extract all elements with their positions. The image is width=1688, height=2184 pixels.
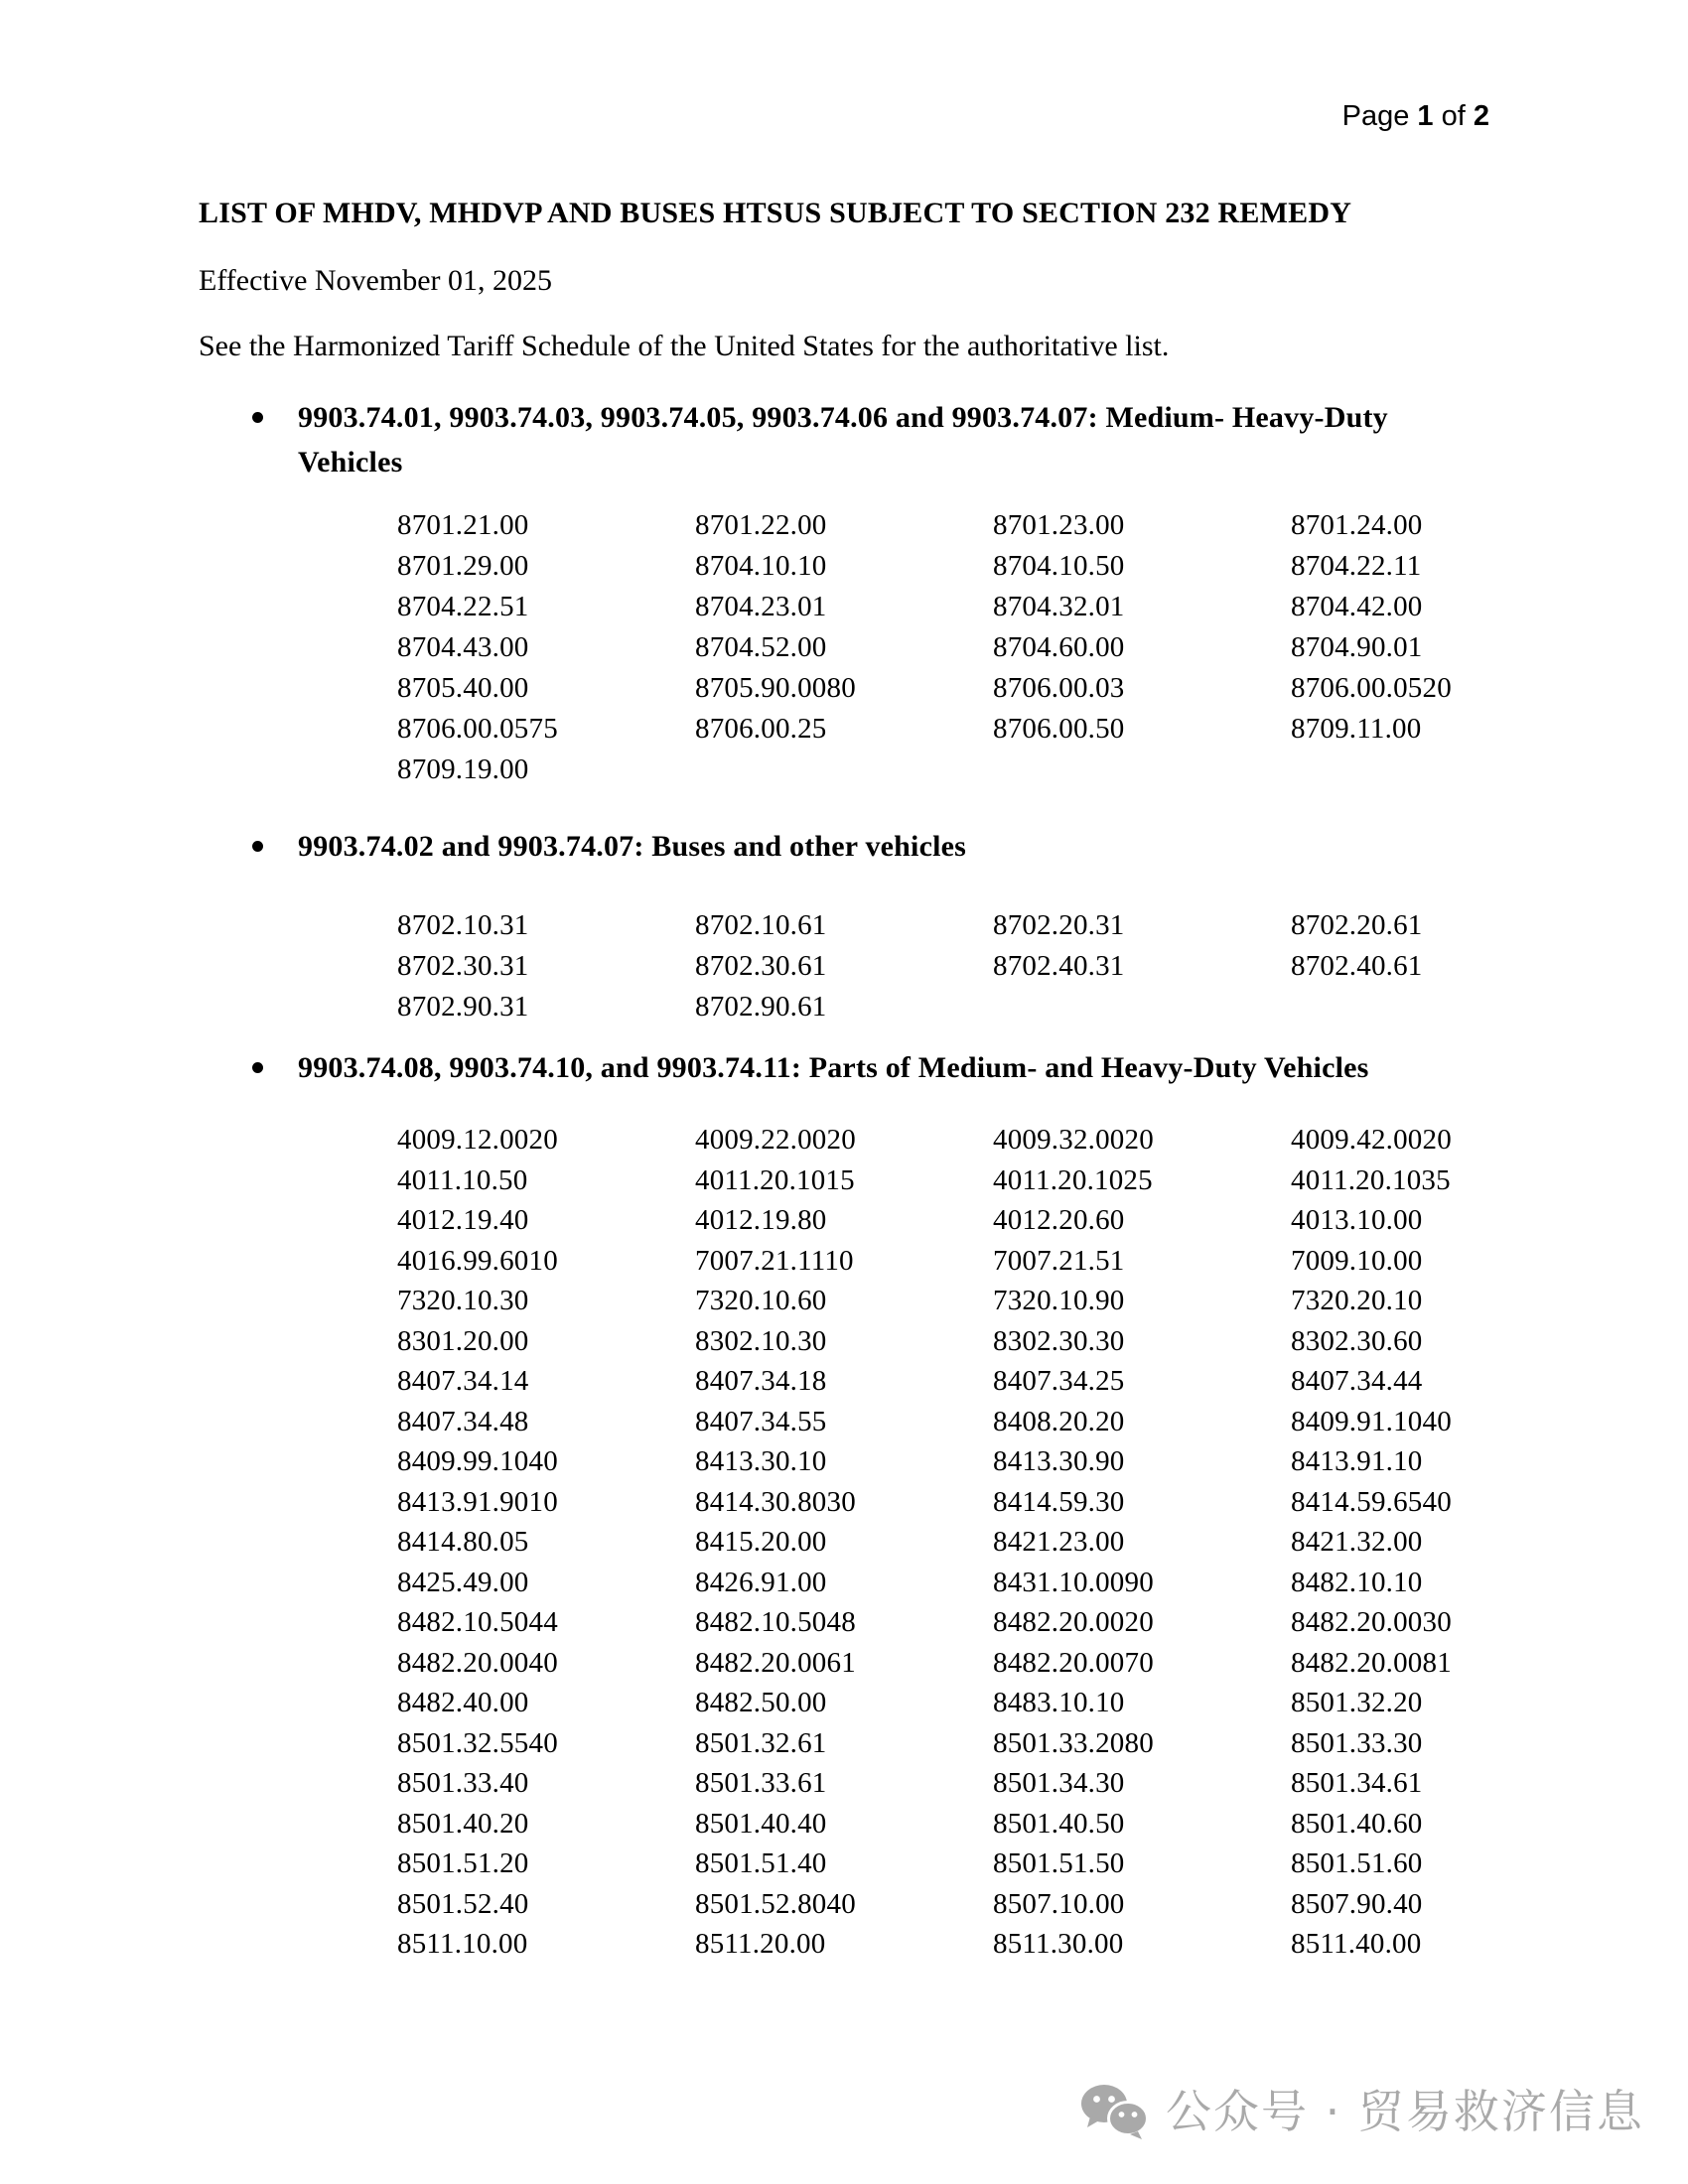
- htsus-code: 4013.10.00: [1291, 1204, 1423, 1236]
- htsus-code: 7320.10.90: [993, 1285, 1125, 1316]
- htsus-code: 8704.42.00: [1291, 591, 1423, 622]
- htsus-code: 8704.52.00: [695, 631, 827, 663]
- htsus-code: 8701.22.00: [695, 509, 827, 541]
- htsus-code: 8702.20.61: [1291, 909, 1423, 941]
- htsus-code: 8483.10.10: [993, 1687, 1125, 1718]
- htsus-code: 4011.20.1025: [993, 1163, 1153, 1196]
- htsus-code: 8704.23.01: [695, 591, 827, 622]
- htsus-code: 8413.30.10: [695, 1445, 827, 1477]
- htsus-code: 8704.60.00: [993, 631, 1125, 663]
- htsus-code: 4009.42.0020: [1291, 1124, 1452, 1156]
- htsus-code: 8501.33.30: [1291, 1726, 1423, 1759]
- current-page-number: 1: [1417, 100, 1434, 132]
- htsus-code: 8431.10.0090: [993, 1566, 1154, 1598]
- watermark-text: 公众号 · 贸易救济信息: [1166, 2085, 1644, 2138]
- page-number-indicator: [1342, 99, 1489, 133]
- htsus-code: 8702.40.61: [1291, 950, 1423, 982]
- htsus-code: 8408.20.20: [993, 1405, 1125, 1437]
- htsus-code: 4012.20.60: [993, 1204, 1125, 1236]
- htsus-code: 8705.90.0080: [695, 672, 856, 704]
- htsus-code: 8704.22.11: [1291, 550, 1422, 582]
- htsus-code: 8501.52.8040: [695, 1887, 856, 1920]
- htsus-code: 8706.00.25: [695, 713, 827, 745]
- htsus-code: 8414.59.6540: [1291, 1485, 1452, 1518]
- htsus-code: 8706.00.0520: [1291, 672, 1452, 704]
- htsus-code: 8709.11.00: [1291, 713, 1422, 745]
- total-pages-number: 2: [1473, 100, 1489, 132]
- htsus-code: 8706.00.50: [993, 713, 1125, 745]
- htsus-code: 8482.20.0040: [397, 1646, 558, 1679]
- effective-date-line: Effective November 01, 2025: [199, 264, 553, 297]
- htsus-code: 8704.43.00: [397, 631, 529, 663]
- htsus-code: 8702.20.31: [993, 909, 1125, 941]
- htsus-code: 8425.49.00: [397, 1566, 529, 1598]
- htsus-code: 8501.51.40: [695, 1847, 827, 1879]
- htsus-code: 8407.34.14: [397, 1365, 529, 1397]
- htsus-code: 8426.91.00: [695, 1566, 827, 1598]
- htsus-code: 8407.34.48: [397, 1405, 529, 1437]
- htsus-code: 4009.12.0020: [397, 1124, 558, 1156]
- htsus-code: 8413.30.90: [993, 1445, 1125, 1477]
- htsus-code: 8501.51.60: [1291, 1847, 1423, 1879]
- htsus-code: 8704.22.51: [397, 591, 529, 622]
- htsus-code: 8501.40.60: [1291, 1807, 1423, 1840]
- htsus-code: 8704.32.01: [993, 591, 1125, 622]
- htsus-code: 7320.10.30: [397, 1285, 529, 1316]
- htsus-code: 8511.30.00: [993, 1928, 1124, 1960]
- htsus-code: 8701.24.00: [1291, 509, 1423, 541]
- htsus-code: 8302.30.30: [993, 1324, 1125, 1357]
- htsus-code: 8413.91.10: [1291, 1445, 1423, 1477]
- htsus-code: 4011.20.1035: [1291, 1163, 1451, 1196]
- htsus-code: 8421.32.00: [1291, 1526, 1423, 1558]
- htsus-code: 8482.50.00: [695, 1687, 827, 1718]
- htsus-code: 8482.10.5044: [397, 1606, 558, 1638]
- htsus-code: 7009.10.00: [1291, 1244, 1423, 1277]
- htsus-code: 8482.10.10: [1291, 1566, 1423, 1598]
- section-heading-parts: 9903.74.08, 9903.74.10, and 9903.74.11: Parts of Medium- and Heavy-Duty Vehicles: [199, 1045, 1569, 1090]
- code-grid-buses: [397, 905, 1589, 1027]
- htsus-code: 8501.32.5540: [397, 1726, 558, 1759]
- htsus-code: 8409.91.1040: [1291, 1405, 1452, 1437]
- htsus-code: 8302.10.30: [695, 1324, 827, 1357]
- htsus-code: 8704.10.10: [695, 550, 827, 582]
- htsus-code: 8507.10.00: [993, 1887, 1125, 1920]
- htsus-code: 8702.40.31: [993, 950, 1125, 982]
- htsus-code: 8706.00.03: [993, 672, 1125, 704]
- wechat-watermark: [1080, 2081, 1644, 2142]
- htsus-code: 8501.34.30: [993, 1767, 1125, 1799]
- htsus-code: 8415.20.00: [695, 1526, 827, 1558]
- of-word: of: [1441, 100, 1466, 132]
- htsus-code: 8511.40.00: [1291, 1928, 1422, 1960]
- htsus-code: 8511.10.00: [397, 1928, 528, 1960]
- htsus-code: 4011.10.50: [397, 1163, 528, 1196]
- htsus-code: 8501.34.61: [1291, 1767, 1423, 1799]
- htsus-code: 8706.00.0575: [397, 713, 558, 745]
- htsus-code: 4016.99.6010: [397, 1244, 558, 1277]
- htsus-code: 8507.90.40: [1291, 1887, 1423, 1920]
- page-word: Page: [1341, 100, 1410, 132]
- htsus-code: 8702.10.61: [695, 909, 827, 941]
- htsus-code: 8407.34.25: [993, 1365, 1125, 1397]
- htsus-code: 8702.90.31: [397, 991, 529, 1023]
- htsus-code: 8413.91.9010: [397, 1485, 558, 1518]
- htsus-code: 8501.51.50: [993, 1847, 1125, 1879]
- htsus-code: 7007.21.1110: [695, 1244, 854, 1277]
- section-heading-mhdv: 9903.74.01, 9903.74.03, 9903.74.05, 9903.74.06 and 9903.74.07: Medium- Heavy-Duty Vehicles: [199, 395, 1470, 484]
- htsus-code: 8702.90.61: [695, 991, 827, 1023]
- htsus-code: 8482.10.5048: [695, 1606, 856, 1638]
- code-grid-parts: [397, 1120, 1589, 1965]
- htsus-code: 8704.90.01: [1291, 631, 1423, 663]
- htsus-code: 8501.51.20: [397, 1847, 529, 1879]
- htsus-code: 8482.40.00: [397, 1687, 529, 1718]
- htsus-code: 8709.19.00: [397, 753, 529, 785]
- htsus-code: 8501.40.50: [993, 1807, 1125, 1840]
- htsus-code: 8482.20.0070: [993, 1646, 1154, 1679]
- htsus-code: 4011.20.1015: [695, 1163, 855, 1196]
- htsus-code: 8704.10.50: [993, 550, 1125, 582]
- htsus-code: 4012.19.40: [397, 1204, 529, 1236]
- htsus-code: 8501.40.20: [397, 1807, 529, 1840]
- htsus-code: 8407.34.44: [1291, 1365, 1423, 1397]
- htsus-code: 8414.80.05: [397, 1526, 529, 1558]
- htsus-code: 8501.33.61: [695, 1767, 827, 1799]
- htsus-code: 7320.20.10: [1291, 1285, 1423, 1316]
- htsus-code: 8482.20.0030: [1291, 1606, 1452, 1638]
- htsus-code: 8407.34.55: [695, 1405, 827, 1437]
- htsus-code: 8501.32.61: [695, 1726, 827, 1759]
- code-grid-mhdv: [397, 505, 1589, 790]
- htsus-code: 8501.40.40: [695, 1807, 827, 1840]
- htsus-code: 8705.40.00: [397, 672, 529, 704]
- document-title: LIST OF MHDV, MHDVP AND BUSES HTSUS SUBJECT TO SECTION 232 REMEDY: [199, 197, 1352, 229]
- htsus-code: 8501.52.40: [397, 1887, 529, 1920]
- htsus-code: 8301.20.00: [397, 1324, 529, 1357]
- section-heading-buses: 9903.74.02 and 9903.74.07: Buses and other vehicles: [199, 824, 1539, 869]
- htsus-code: 8701.21.00: [397, 509, 529, 541]
- htsus-code: 8511.20.00: [695, 1928, 826, 1960]
- htsus-code: 8482.20.0081: [1291, 1646, 1452, 1679]
- htsus-code: 8501.33.2080: [993, 1726, 1154, 1759]
- htsus-code: 7320.10.60: [695, 1285, 827, 1316]
- htsus-code: 8407.34.18: [695, 1365, 827, 1397]
- htsus-code: 8482.20.0020: [993, 1606, 1154, 1638]
- htsus-code: 8501.32.20: [1291, 1687, 1423, 1718]
- wechat-icon: [1080, 2083, 1150, 2140]
- htsus-code: 8501.33.40: [397, 1767, 529, 1799]
- htsus-code: 8701.23.00: [993, 509, 1125, 541]
- htsus-code: 8414.59.30: [993, 1485, 1125, 1518]
- htsus-code: 8702.10.31: [397, 909, 529, 941]
- htsus-code: 7007.21.51: [993, 1244, 1125, 1277]
- htsus-code: 4009.22.0020: [695, 1124, 856, 1156]
- htsus-code: 4012.19.80: [695, 1204, 827, 1236]
- htsus-code: 8702.30.31: [397, 950, 529, 982]
- htsus-code: 8482.20.0061: [695, 1646, 856, 1679]
- htsus-code: 8701.29.00: [397, 550, 529, 582]
- htsus-code: 8702.30.61: [695, 950, 827, 982]
- htsus-code: 8421.23.00: [993, 1526, 1125, 1558]
- htsus-code: 8302.30.60: [1291, 1324, 1423, 1357]
- authoritative-list-note: See the Harmonized Tariff Schedule of the United States for the authoritative list.: [199, 330, 1170, 362]
- htsus-code: 8414.30.8030: [695, 1485, 856, 1518]
- htsus-code: 4009.32.0020: [993, 1124, 1154, 1156]
- htsus-code: 8409.99.1040: [397, 1445, 558, 1477]
